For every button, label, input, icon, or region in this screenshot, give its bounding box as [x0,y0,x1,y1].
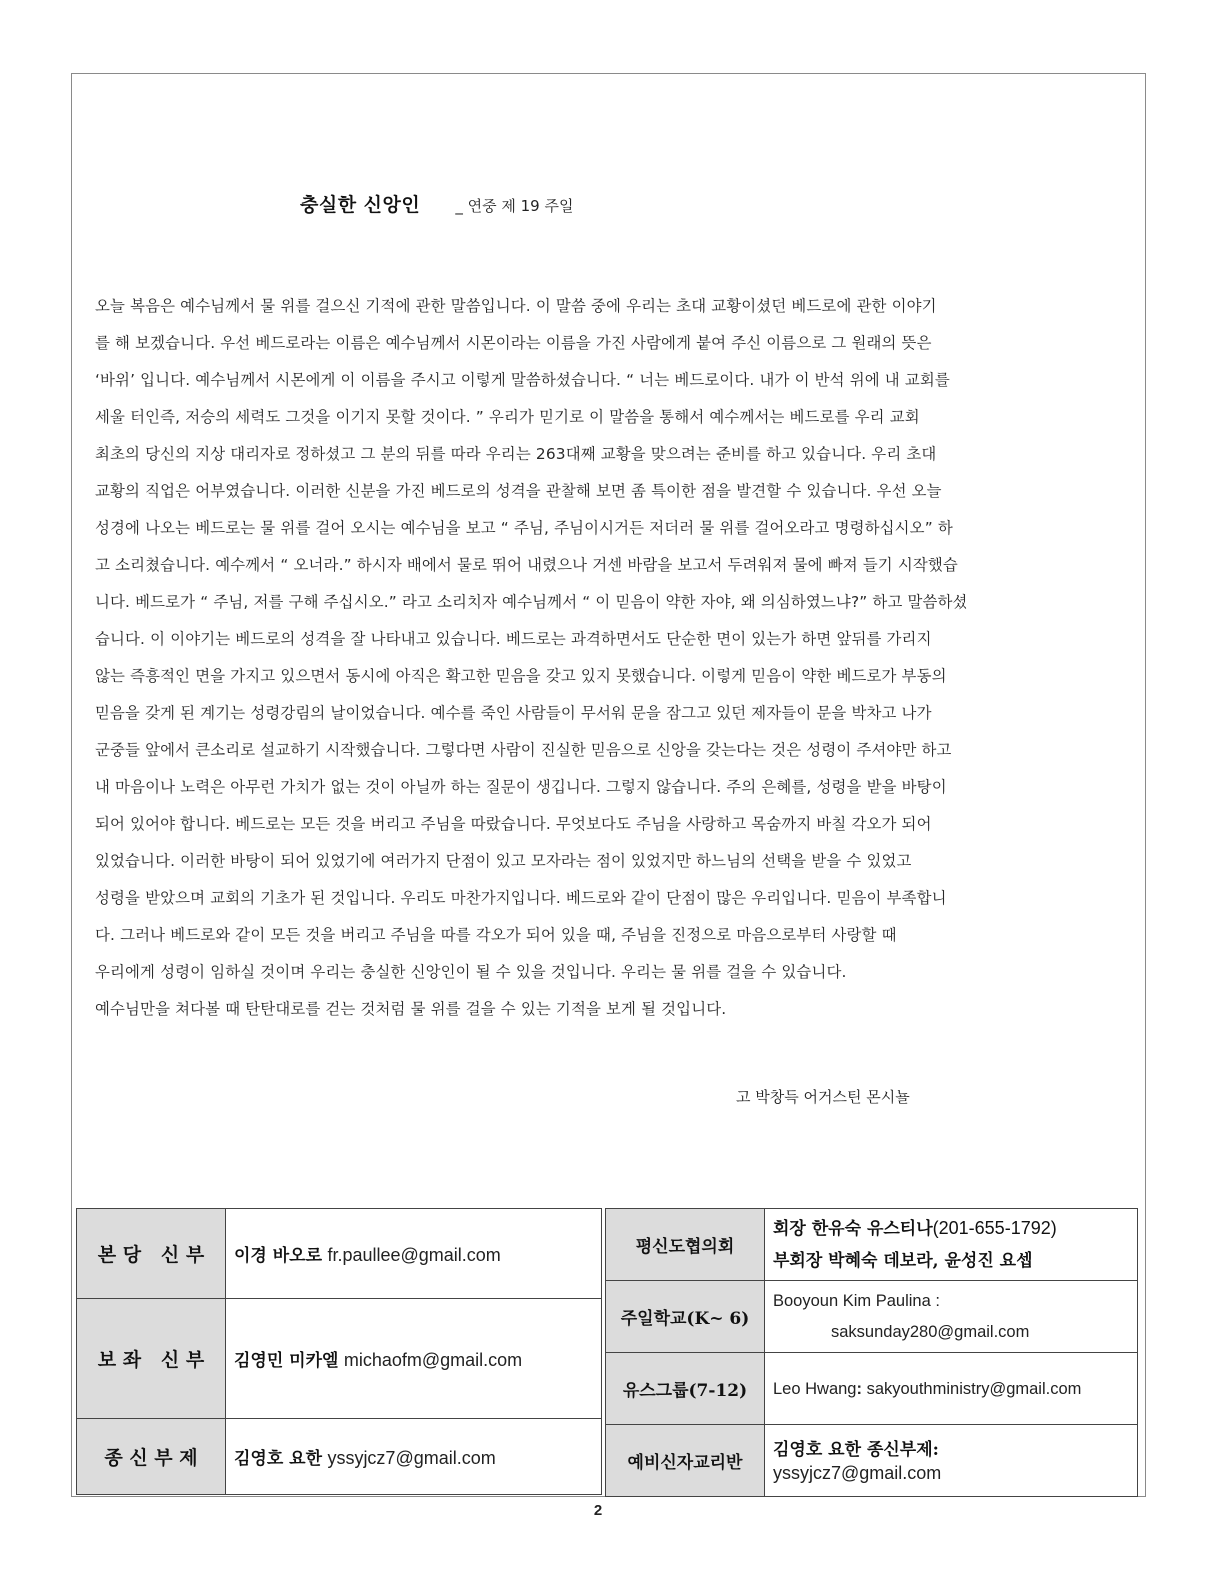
body-line: 내 마음이나 노력은 아무런 가치가 없는 것이 아닐까 하는 질문이 생깁니다. 그렇지 않습니다. 주의 은혜를, 성령을 받을 바탕이 [95,778,947,796]
clergy-table [76,1208,602,1495]
article-subtitle: _ 연중 제 19 주일 [455,197,574,215]
article-body [95,288,1125,1028]
table-row [606,1209,1138,1281]
body-line: 않는 즉흥적인 면을 가지고 있으면서 동시에 아직은 확고한 믿음을 갖고 있지 못했습니다. 이렇게 믿음이 약한 베드로가 부동의 [95,667,947,685]
catechumen-contact [765,1425,1138,1497]
catechumen-email[interactable]: yssyjcz7@gmail.com [773,1462,942,1483]
table-row [606,1353,1138,1425]
deacon-name: 김영호 요한 [234,1449,323,1469]
table-row [77,1209,602,1299]
ministries-table [605,1208,1138,1497]
sunday-school-email[interactable]: saksunday280@gmail.com [831,1322,1030,1341]
body-line: 되어 있어야 합니다. 베드로는 모든 것을 버리고 주님을 따랐습니다. 무엇보다도 주님을 사랑하고 목숨까지 바칠 각오가 되어 [95,815,932,833]
associate-label: 보 좌 신 부 [77,1299,226,1419]
youth-separator: : [856,1379,862,1398]
table-row [77,1299,602,1419]
body-line: 니다. 베드로가 “ 주님, 저를 구해 주십시오.” 라고 소리치자 예수님께서 “ 이 믿음이 약한 자야, 왜 의심하였느냐?” 하고 말씀하셨 [95,593,968,611]
body-line: 세울 터인즉, 저승의 세력도 그것을 이기지 못할 것이다. ” 우리가 믿기로 이 말씀을 통해서 예수께서는 베드로를 우리 교회 [95,408,920,426]
youth-leader: Leo Hwang [773,1379,857,1398]
body-line: 오늘 복음은 예수님께서 물 위를 걸으신 기적에 관한 말씀입니다. 이 말씀 중에 우리는 초대 교황이셨던 베드로에 관한 이야기 [95,297,937,315]
table-row [77,1419,602,1495]
youth-email[interactable]: sakyouthministry@gmail.com [861,1379,1082,1398]
associate-email[interactable]: michaofm@gmail.com [343,1350,523,1370]
pastor-name: 이경 바오로 [234,1246,323,1266]
youth-label: 유스그룹(7-12) [606,1353,765,1425]
body-line: 교황의 직업은 어부였습니다. 이러한 신분을 가진 베드로의 성격을 관찰해 보면 좀 특이한 점을 발견할 수 있습니다. 우선 오늘 [95,482,942,500]
council-phone: (201-655-1792) [932,1218,1057,1238]
body-line: 성령을 받았으며 교회의 기초가 된 것입니다. 우리도 마찬가지입니다. 베드로와 같이 단점이 많은 우리입니다. 믿음이 부족합니 [95,889,947,907]
sunday-school-label: 주일학교(K~ 6) [606,1281,765,1353]
article-header [300,190,573,217]
body-line: ‘바위’ 입니다. 예수님께서 시몬에게 이 이름을 주시고 이렇게 말씀하셨습니다. “ 너는 베드로이다. 내가 이 반석 위에 내 교회를 [95,371,950,389]
body-line: 고 소리쳤습니다. 예수께서 “ 오너라.” 하시자 배에서 물로 뛰어 내렸으나 거센 바람을 보고서 두려워져 물에 빠져 들기 시작했습 [95,556,958,574]
pastor-label: 본 당 신 부 [77,1209,226,1299]
body-line: 군중들 앞에서 큰소리로 설교하기 시작했습니다. 그렇다면 사람이 진실한 믿음으로 신앙을 갖는다는 것은 성령이 주셔야만 하고 [95,741,952,759]
sunday-school-contact [765,1281,1138,1353]
article-title: 충실한 신앙인 [300,194,421,216]
body-line: 성경에 나오는 베드로는 물 위를 걸어 오시는 예수님을 보고 “ 주님, 주님이시거든 저더러 물 위를 걸어오라고 명령하십시오” 하 [95,519,953,537]
deacon-email[interactable]: yssyjcz7@gmail.com [327,1448,496,1468]
council-vice-presidents: 부회장 박혜숙 데보라, 윤성진 요셉 [773,1251,1033,1271]
deacon-contact [226,1419,602,1495]
sunday-school-name: Booyoun Kim Paulina : [773,1291,940,1310]
associate-contact [226,1299,602,1419]
body-line: 습니다. 이 이야기는 베드로의 성격을 잘 나타내고 있습니다. 베드로는 과격하면서도 단순한 면이 있는가 하면 앞뒤를 가리지 [95,630,932,648]
deacon-label: 종 신 부 제 [77,1419,226,1495]
body-line: 를 해 보겠습니다. 우선 베드로라는 이름은 예수님께서 시몬이라는 이름을 가진 사람에게 붙여 주신 이름으로 그 원래의 뜻은 [95,334,932,352]
body-line: 있었습니다. 이러한 바탕이 되어 있었기에 여러가지 단점이 있고 모자라는 점이 있었지만 하느님의 선택을 받을 수 있었고 [95,852,912,870]
youth-contact [765,1353,1138,1425]
catechumen-label: 예비신자교리반 [606,1425,765,1497]
table-row [606,1281,1138,1353]
body-line: 다. 그러나 베드로와 같이 모든 것을 버리고 주님을 따를 각오가 되어 있을 때, 주님을 진정으로 마음으로부터 사랑할 때 [95,926,897,944]
catechumen-leader: 김영호 요한 종신부제: [773,1439,939,1460]
council-label: 평신도협의회 [606,1209,765,1281]
council-president: 회장 한유숙 유스티나 [773,1219,933,1239]
body-line: 예수님만을 쳐다볼 때 탄탄대로를 걷는 것처럼 물 위를 걸을 수 있는 기적을 보게 될 것입니다. [95,1000,727,1018]
council-contact [765,1209,1138,1281]
article-signature: 고 박창득 어거스틴 몬시뇰 [736,1088,910,1106]
body-line: 최초의 당신의 지상 대리자로 정하셨고 그 분의 뒤를 따라 우리는 263대째 교황을 맞으려는 준비를 하고 있습니다. 우리 초대 [95,445,937,463]
body-line: 믿음을 갖게 된 계기는 성령강림의 날이었습니다. 예수를 죽인 사람들이 무서워 문을 잠그고 있던 제자들이 문을 박차고 나가 [95,704,932,722]
table-row [606,1425,1138,1497]
body-line: 우리에게 성령이 임하실 것이며 우리는 충실한 신앙인이 될 수 있을 것입니다. 우리는 물 위를 걸을 수 있습니다. [95,963,847,981]
pastor-contact [226,1209,602,1299]
pastor-email[interactable]: fr.paullee@gmail.com [327,1245,501,1265]
associate-name: 김영민 미카엘 [234,1351,339,1371]
page-number: 2 [593,1502,603,1519]
